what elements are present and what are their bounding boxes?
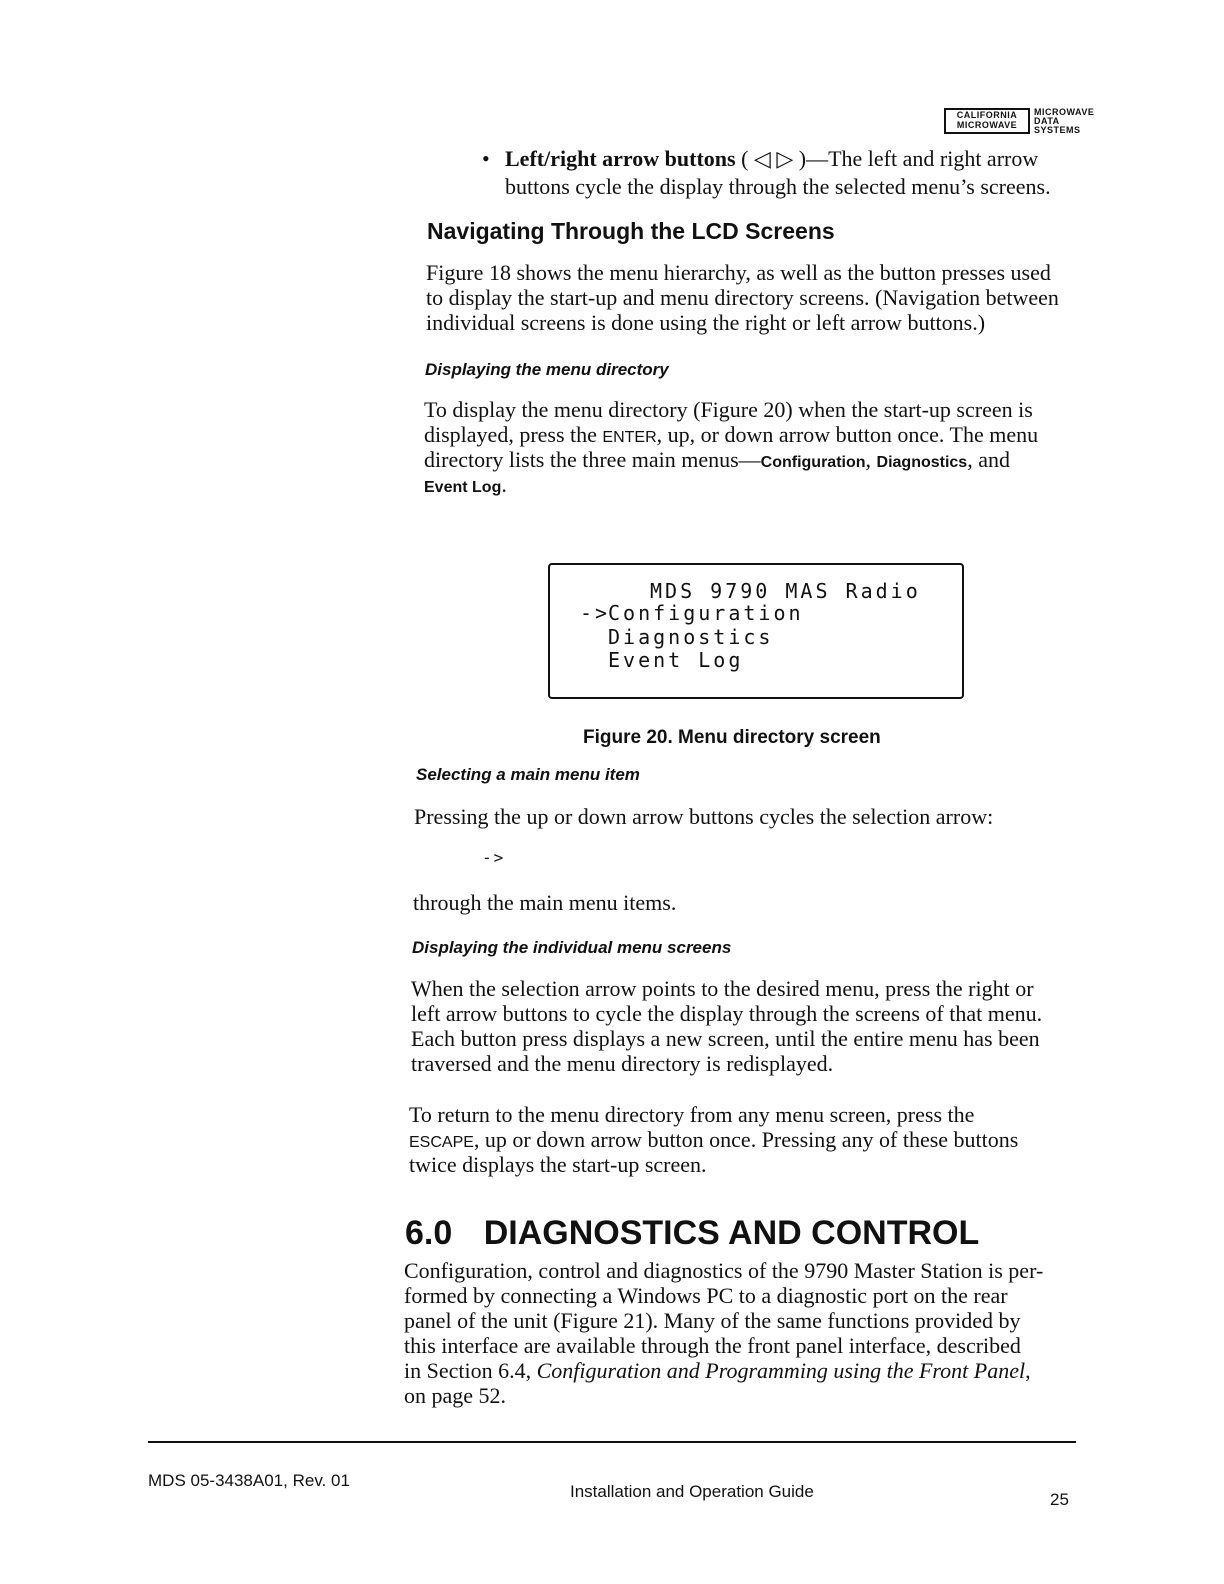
s6-line4: this interface are available through the front panel interface, described	[404, 1333, 1021, 1358]
subheading-display-directory: Displaying the menu directory	[425, 360, 669, 379]
s6-line6: on page 52.	[404, 1383, 507, 1408]
dir-para-line3	[424, 447, 1010, 475]
select-line2: through the main menu items.	[413, 890, 677, 915]
logo-word2: DATA	[1034, 116, 1060, 126]
lcd-selection-arrow: ->	[580, 601, 611, 625]
dir-line3-a: directory lists the three main menus—	[424, 447, 761, 472]
nav-para-line3: individual screens is done using the right or left arrow buttons.)	[426, 310, 986, 335]
s6-line5-b: ,	[1025, 1358, 1031, 1383]
footer-doc-id: MDS 05-3438A01, Rev. 01	[148, 1471, 350, 1490]
indiv-para1-line1: When the selection arrow points to the desired menu, press the right or	[411, 976, 1034, 1001]
dir-line3-b: , and	[967, 447, 1010, 472]
logo-words	[1034, 108, 1094, 135]
s6-line1: Configuration, control and diagnostics of the 9790 Master Station is per-	[404, 1258, 1044, 1283]
footer-page-number: 25	[1050, 1490, 1069, 1509]
lcd-item-configuration: Configuration	[608, 601, 804, 625]
logo-word3: SYSTEMS	[1034, 125, 1081, 135]
dir-line3-sep: ,	[865, 447, 877, 472]
indiv-para2-line3: twice displays the start-up screen.	[409, 1152, 707, 1177]
nav-para-line1: Figure 18 shows the menu hierarchy, as well as the button presses used	[426, 260, 1051, 285]
figure-caption: Figure 20. Menu directory screen	[583, 727, 881, 748]
section-number: 6.0	[405, 1214, 453, 1252]
company-logo	[944, 108, 1094, 138]
lcd-item-event-log: Event Log	[608, 648, 744, 672]
bullet-title: Left/right arrow buttons	[505, 146, 736, 171]
selection-arrow-symbol: ->	[482, 848, 506, 867]
key-enter: ENTER	[602, 429, 657, 446]
section-title: DIAGNOSTICS AND CONTROL	[483, 1214, 980, 1252]
indiv-para1-line2: left arrow buttons to cycle the display through the screens of that menu.	[411, 1001, 1043, 1026]
s6-line5-a: in Section 6.4,	[404, 1358, 537, 1383]
dir-line2-b: , up, or down arrow button once. The menu	[656, 422, 1039, 447]
bullet-line1-rest: —The left and right arrow	[806, 146, 1039, 171]
lcd-screen	[548, 563, 964, 699]
s6-line5-italic: Configuration and Programming using the Front Panel	[536, 1358, 1026, 1383]
section-heading-6	[405, 1214, 979, 1253]
bullet-arrow-symbols: ( ◁ ▷ )	[741, 146, 807, 171]
menu-name-configuration: Configuration	[760, 454, 866, 471]
lcd-title: MDS 9790 MAS Radio	[650, 579, 921, 603]
s6-line5	[404, 1358, 1031, 1383]
dir-para-line2	[424, 422, 1038, 450]
footer-rule	[148, 1441, 1076, 1443]
logo-box	[944, 108, 1030, 134]
indiv-para2-line1: To return to the menu directory from any menu screen, press the	[409, 1102, 975, 1127]
menu-name-diagnostics: Diagnostics	[876, 454, 968, 471]
s6-line3: panel of the unit (Figure 21). Many of the same functions provided by	[404, 1308, 1021, 1333]
bullet-line1	[505, 146, 1038, 171]
lcd-item-diagnostics: Diagnostics	[608, 625, 774, 649]
select-line1: Pressing the up or down arrow buttons cycles the selection arrow:	[414, 804, 994, 829]
dir-line4-end: .	[501, 472, 507, 497]
indiv-para2-line2-rest: , up or down arrow button once. Pressing any of these buttons	[473, 1127, 1019, 1152]
dir-line2-a: displayed, press the	[424, 422, 603, 447]
nav-para-line2: to display the start-up and menu directory screens. (Navigation between	[426, 285, 1059, 310]
logo-box-line1: CALIFORNIA	[956, 110, 1018, 120]
indiv-para1-line4: traversed and the menu directory is redisplayed.	[411, 1051, 834, 1076]
section-heading-navigating: Navigating Through the LCD Screens	[427, 218, 835, 244]
s6-line2: formed by connecting a Windows PC to a diagnostic port on the rear	[404, 1283, 1008, 1308]
dir-para-line1: To display the menu directory (Figure 20) when the start-up screen is	[424, 397, 1033, 422]
indiv-para2-line2	[409, 1127, 1018, 1155]
subheading-individual-screens: Displaying the individual menu screens	[412, 938, 732, 957]
subheading-select-item: Selecting a main menu item	[416, 765, 640, 784]
indiv-para1-line3: Each button press displays a new screen, until the entire menu has been	[411, 1026, 1040, 1051]
bullet-line2: buttons cycle the display through the selected menu’s screens.	[505, 174, 1051, 199]
dir-para-line4	[424, 472, 507, 500]
logo-box-line2: MICROWAVE	[956, 120, 1018, 130]
key-escape: ESCAPE	[409, 1134, 474, 1151]
logo-word1: MICROWAVE	[1034, 107, 1095, 117]
bullet-marker: •	[482, 146, 490, 171]
footer-guide-title: Installation and Operation Guide	[570, 1482, 814, 1501]
menu-name-event-log: Event Log	[424, 479, 502, 496]
